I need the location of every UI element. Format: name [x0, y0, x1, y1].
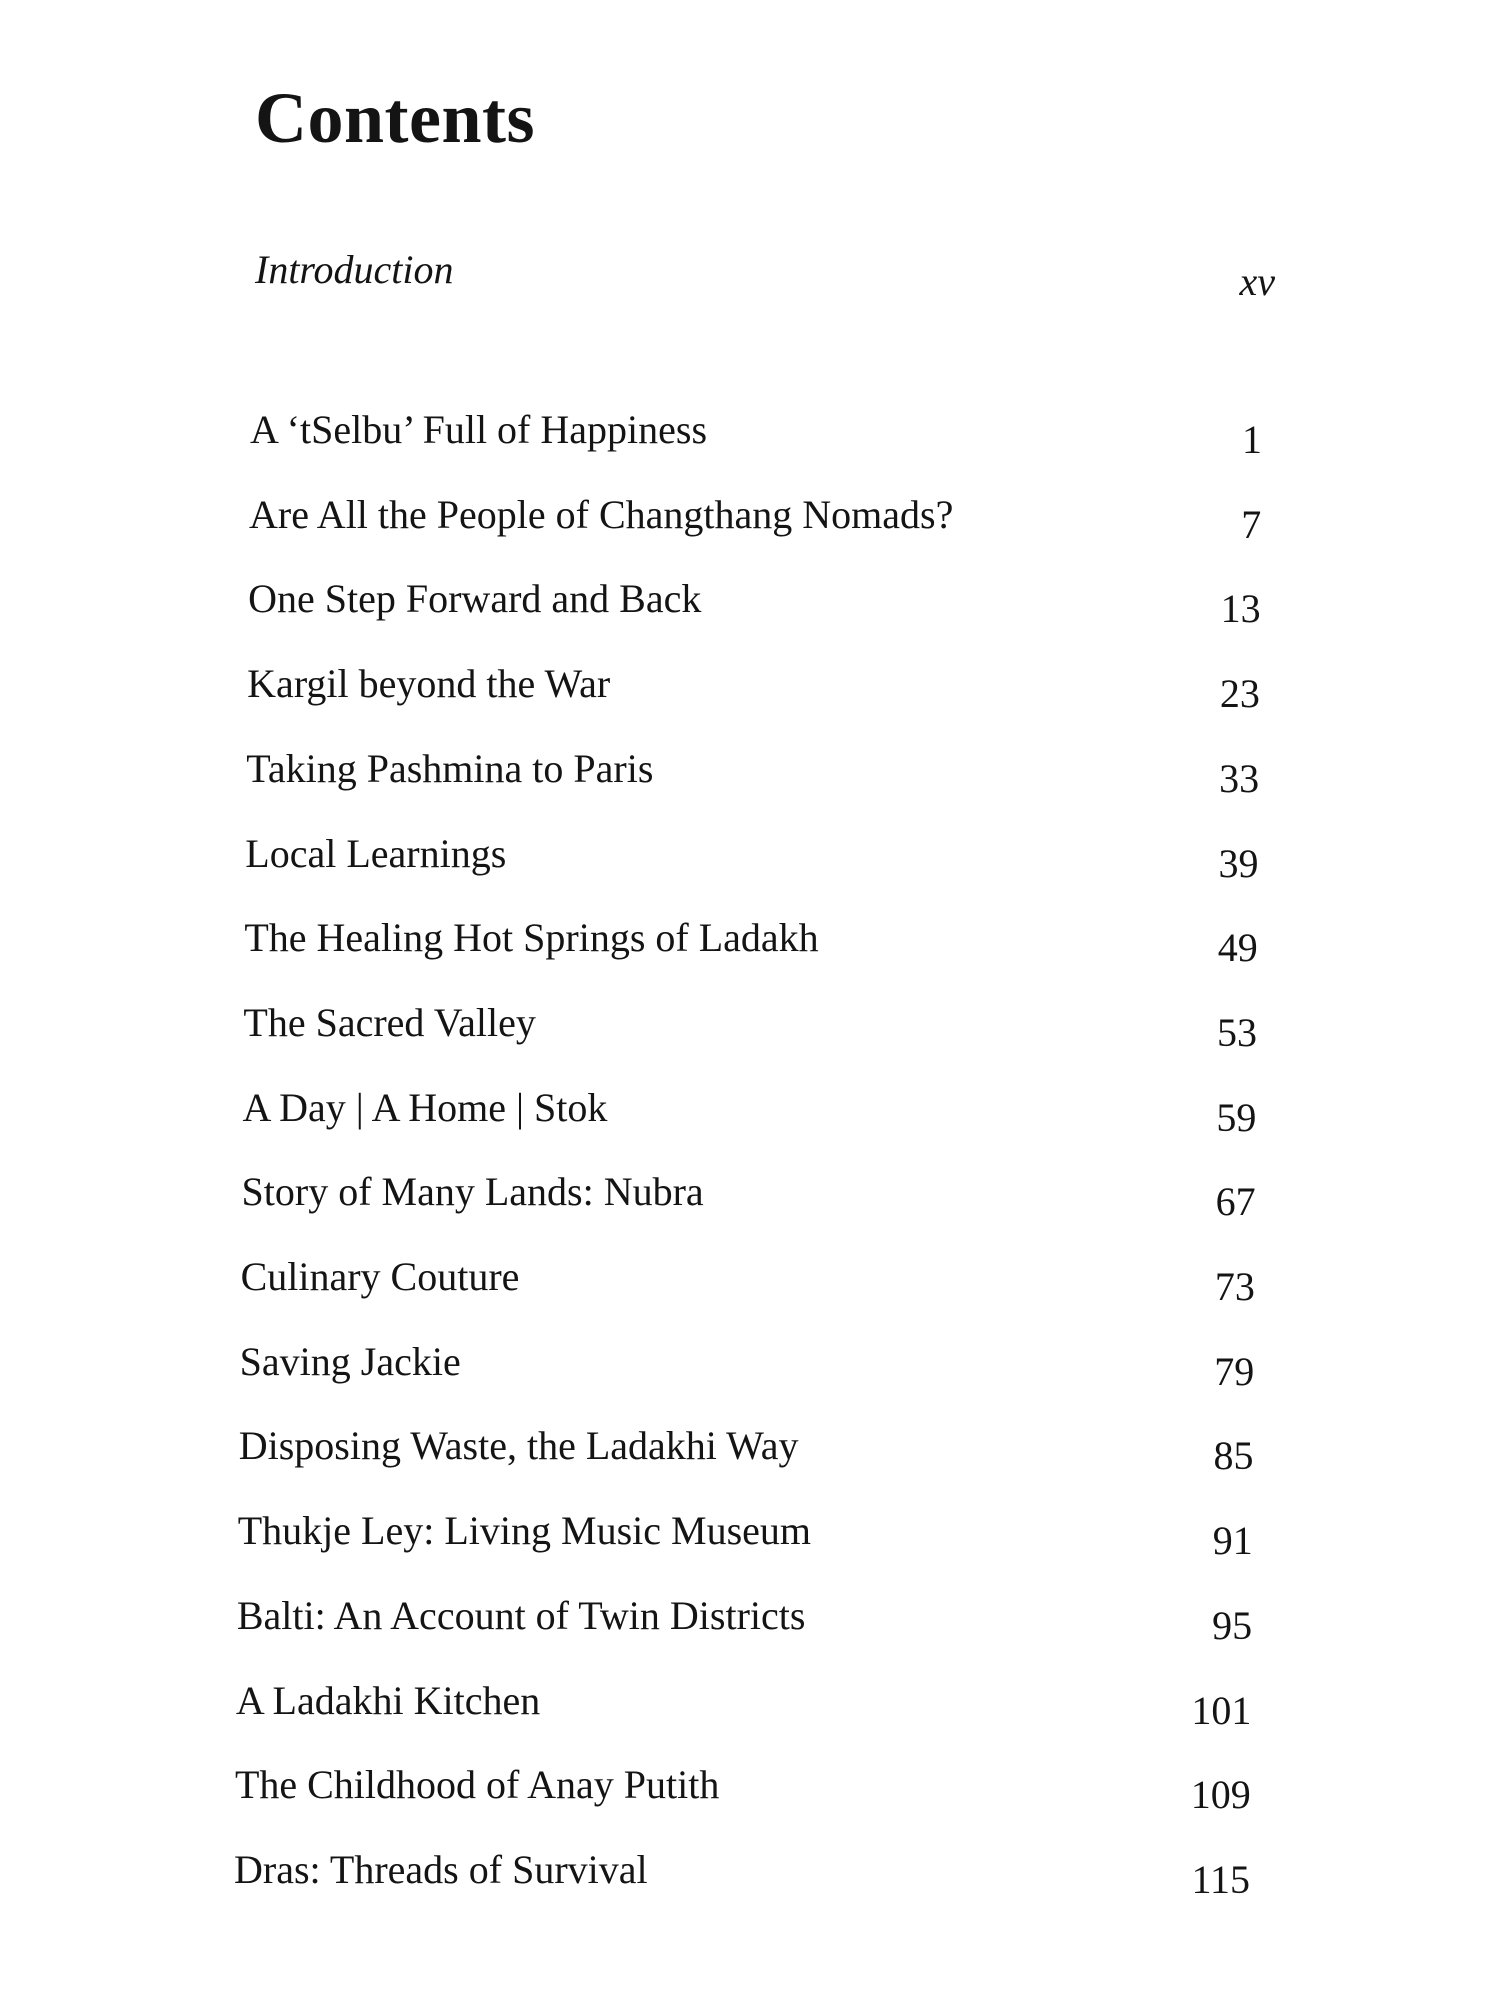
toc-entry-page-number: 53	[1217, 1009, 1258, 1055]
toc-entry-page-number: 23	[1219, 671, 1260, 717]
toc-entry-title: Saving Jackie	[239, 1338, 461, 1384]
toc-entry	[239, 1338, 1255, 1402]
toc-entry-title: Thukje Ley: Living Music Museum	[237, 1508, 812, 1554]
toc-entry	[240, 1254, 1255, 1317]
toc-entry	[234, 1762, 1251, 1825]
toc-entry-title: One Step Forward and Back	[248, 576, 702, 622]
toc-entry-title: A Day | A Home | Stok	[242, 1084, 608, 1130]
toc-entry	[243, 999, 1258, 1063]
toc-entry	[236, 1592, 1253, 1656]
toc-entry	[238, 1423, 1254, 1486]
toc-entry-title: Story of Many Lands: Nubra	[241, 1169, 704, 1215]
toc-entry	[246, 745, 1260, 809]
toc-entry-title: The Healing Hot Springs of Ladakh	[244, 915, 819, 961]
toc-entry-page-number: 115	[1191, 1856, 1250, 1902]
toc-entry-title: Kargil beyond the War	[247, 661, 611, 707]
toc-entry-title: Introduction	[255, 247, 454, 292]
page-title: Contents	[255, 78, 536, 158]
toc-entry-title: Are All the People of Changthang Nomads?	[249, 491, 954, 537]
toc-entry-page-number: 79	[1214, 1348, 1255, 1394]
toc-entry-title: Balti: An Account of Twin Districts	[236, 1592, 806, 1638]
toc-entry-page-number: 109	[1190, 1772, 1251, 1818]
toc-entry-page-number: 33	[1219, 755, 1260, 801]
toc-entry-page-number: 13	[1220, 586, 1261, 632]
toc-entry-page-number: xv	[1239, 259, 1275, 304]
toc-entry	[247, 661, 1260, 724]
toc-entry-page-number: 85	[1213, 1433, 1254, 1479]
toc-entry	[250, 407, 1262, 470]
toc-entry-page-number: 101	[1191, 1687, 1252, 1733]
toc-entry-page-number: 39	[1218, 840, 1259, 886]
toc-entry	[249, 491, 1262, 555]
toc-entry	[234, 1846, 1250, 1910]
toc-entry-page-number: 91	[1212, 1518, 1253, 1564]
toc-entry	[241, 1169, 1256, 1232]
toc-entry-title: The Childhood of Anay Putith	[234, 1762, 720, 1808]
toc-entry-page-number: 73	[1214, 1264, 1255, 1309]
toc-entry	[245, 830, 1259, 894]
toc-entry	[248, 576, 1261, 639]
toc-entry-introduction	[255, 247, 1275, 304]
toc-entry-title: Dras: Threads of Survival	[234, 1846, 648, 1892]
toc-entry-page-number: 95	[1212, 1602, 1253, 1648]
toc-entry-page-number: 67	[1215, 1179, 1256, 1225]
toc-entry-title: Local Learnings	[245, 830, 507, 876]
toc-entry-title: Taking Pashmina to Paris	[246, 745, 654, 791]
toc-entry-page-number: 1	[1242, 417, 1262, 462]
toc-entry	[242, 1084, 1257, 1148]
toc-entry-title: The Sacred Valley	[243, 999, 536, 1045]
toc-entry	[244, 915, 1258, 978]
toc-entry-page-number: 59	[1216, 1094, 1257, 1140]
toc-entry-page-number: 7	[1241, 501, 1262, 547]
toc-entry-page-number: 49	[1217, 925, 1258, 971]
toc-entry	[235, 1677, 1252, 1741]
toc-entry	[237, 1508, 1253, 1571]
toc-entry-title: Disposing Waste, the Ladakhi Way	[238, 1423, 799, 1469]
toc-entry-title: A ‘tSelbu’ Full of Happiness	[250, 407, 708, 452]
toc-entry-title: A Ladakhi Kitchen	[235, 1677, 541, 1723]
toc-entry-title: Culinary Couture	[240, 1254, 520, 1299]
